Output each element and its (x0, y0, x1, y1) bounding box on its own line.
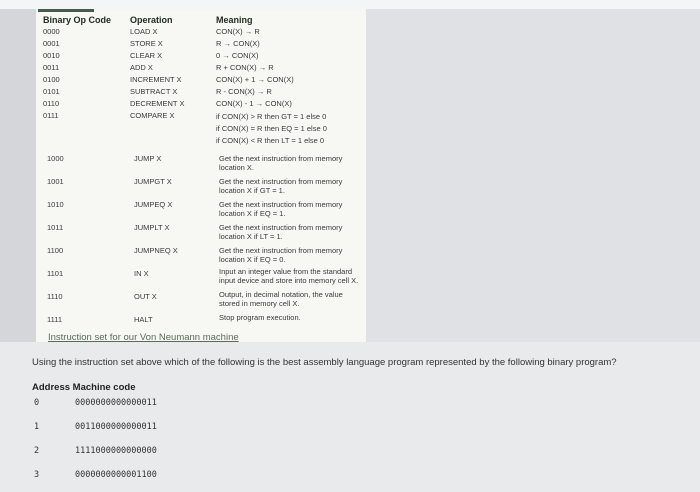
header-address: Address (32, 382, 71, 393)
row-10-meaning: Get the next instruction from memory location X if EQ = 1. (219, 200, 343, 218)
header-binary-op-code: Binary Op Code (43, 15, 112, 25)
program-address-2: 2 (34, 446, 40, 456)
row-14-code: 1110 (47, 292, 63, 301)
table-caption: Instruction set for our Von Neumann machine (48, 332, 239, 343)
header-operation: Operation (130, 15, 173, 25)
image-tab-marker (38, 9, 94, 12)
row-6-meaning: CON(X) - 1 → CON(X) (216, 99, 292, 108)
row-9-op: JUMPGT X (134, 177, 172, 186)
row-3-code: 0011 (43, 63, 60, 72)
left-margin (0, 9, 36, 342)
header-machine-code: Machine code (72, 382, 136, 393)
right-background (366, 9, 700, 342)
row-3-meaning: R + CON(X) → R (216, 63, 274, 72)
row-11-code: 1011 (47, 223, 64, 232)
row-7-meaning: if CON(X) > R then GT = 1 else 0 if CON(X) = R then EQ = 1 else 0 if CON(X) < R then LT = 1 else 0 (216, 112, 327, 145)
row-9-code: 1001 (47, 177, 64, 186)
row-0-code: 0000 (43, 27, 60, 36)
row-4-meaning: CON(X) + 1 → CON(X) (216, 75, 294, 84)
row-15-op: HALT (134, 315, 153, 324)
row-9-meaning: Get the next instruction from memory location X if GT = 1. (219, 177, 343, 195)
header-meaning: Meaning (216, 15, 253, 25)
row-15-code: 1111 (47, 315, 63, 324)
row-3-op: ADD X (130, 63, 153, 72)
row-13-meaning: Input an integer value from the standard input device and store into memory cell X. (219, 267, 359, 285)
row-2-code: 0010 (43, 51, 60, 60)
row-1-op: STORE X (130, 39, 163, 48)
row-13-op: IN X (134, 269, 149, 278)
program-address-1: 1 (34, 422, 40, 432)
row-12-code: 1100 (47, 246, 64, 255)
row-6-op: DECREMENT X (130, 99, 185, 108)
row-10-code: 1010 (47, 200, 64, 209)
program-code-0: 0000000000000011 (75, 398, 157, 408)
row-1-code: 0001 (43, 39, 60, 48)
row-11-meaning: Get the next instruction from memory location X if LT = 1. (219, 223, 343, 241)
top-strip (0, 0, 700, 9)
row-2-op: CLEAR X (130, 51, 163, 60)
row-10-op: JUMPEQ X (134, 200, 173, 209)
row-5-code: 0101 (43, 87, 60, 96)
row-12-meaning: Get the next instruction from memory location X if EQ = 0. (219, 246, 343, 264)
row-8-code: 1000 (47, 154, 64, 163)
row-0-op: LOAD X (130, 27, 158, 36)
program-address-0: 0 (34, 398, 40, 408)
row-7-code: 0111 (43, 111, 59, 120)
program-code-3: 0000000000001100 (75, 470, 157, 480)
row-13-code: 1101 (47, 269, 64, 278)
row-14-meaning: Output, in decimal notation, the value stored in memory cell X. (219, 290, 343, 308)
row-15-meaning: Stop program execution. (219, 313, 301, 322)
instruction-set-image (36, 9, 366, 342)
program-code-1: 0011000000000011 (75, 422, 157, 432)
row-5-meaning: R - CON(X) → R (216, 87, 272, 96)
row-14-op: OUT X (134, 292, 157, 301)
row-8-op: JUMP X (134, 154, 162, 163)
row-12-op: JUMPNEQ X (134, 246, 178, 255)
row-7-op: COMPARE X (130, 111, 175, 120)
row-11-op: JUMPLT X (134, 223, 170, 232)
row-4-code: 0100 (43, 75, 60, 84)
program-header (32, 382, 135, 393)
row-4-op: INCREMENT X (130, 75, 182, 84)
program-address-3: 3 (34, 470, 40, 480)
row-0-meaning: CON(X) → R (216, 27, 260, 36)
program-code-2: 1111000000000000 (75, 446, 157, 456)
row-6-code: 0110 (43, 99, 60, 108)
question-text: Using the instruction set above which of the following is the best assembly language program represented by the following binary program? (32, 357, 617, 368)
row-8-meaning: Get the next instruction from memory location X. (219, 154, 343, 172)
row-2-meaning: 0 → CON(X) (216, 51, 259, 60)
row-5-op: SUBTRACT X (130, 87, 178, 96)
row-1-meaning: R → CON(X) (216, 39, 260, 48)
